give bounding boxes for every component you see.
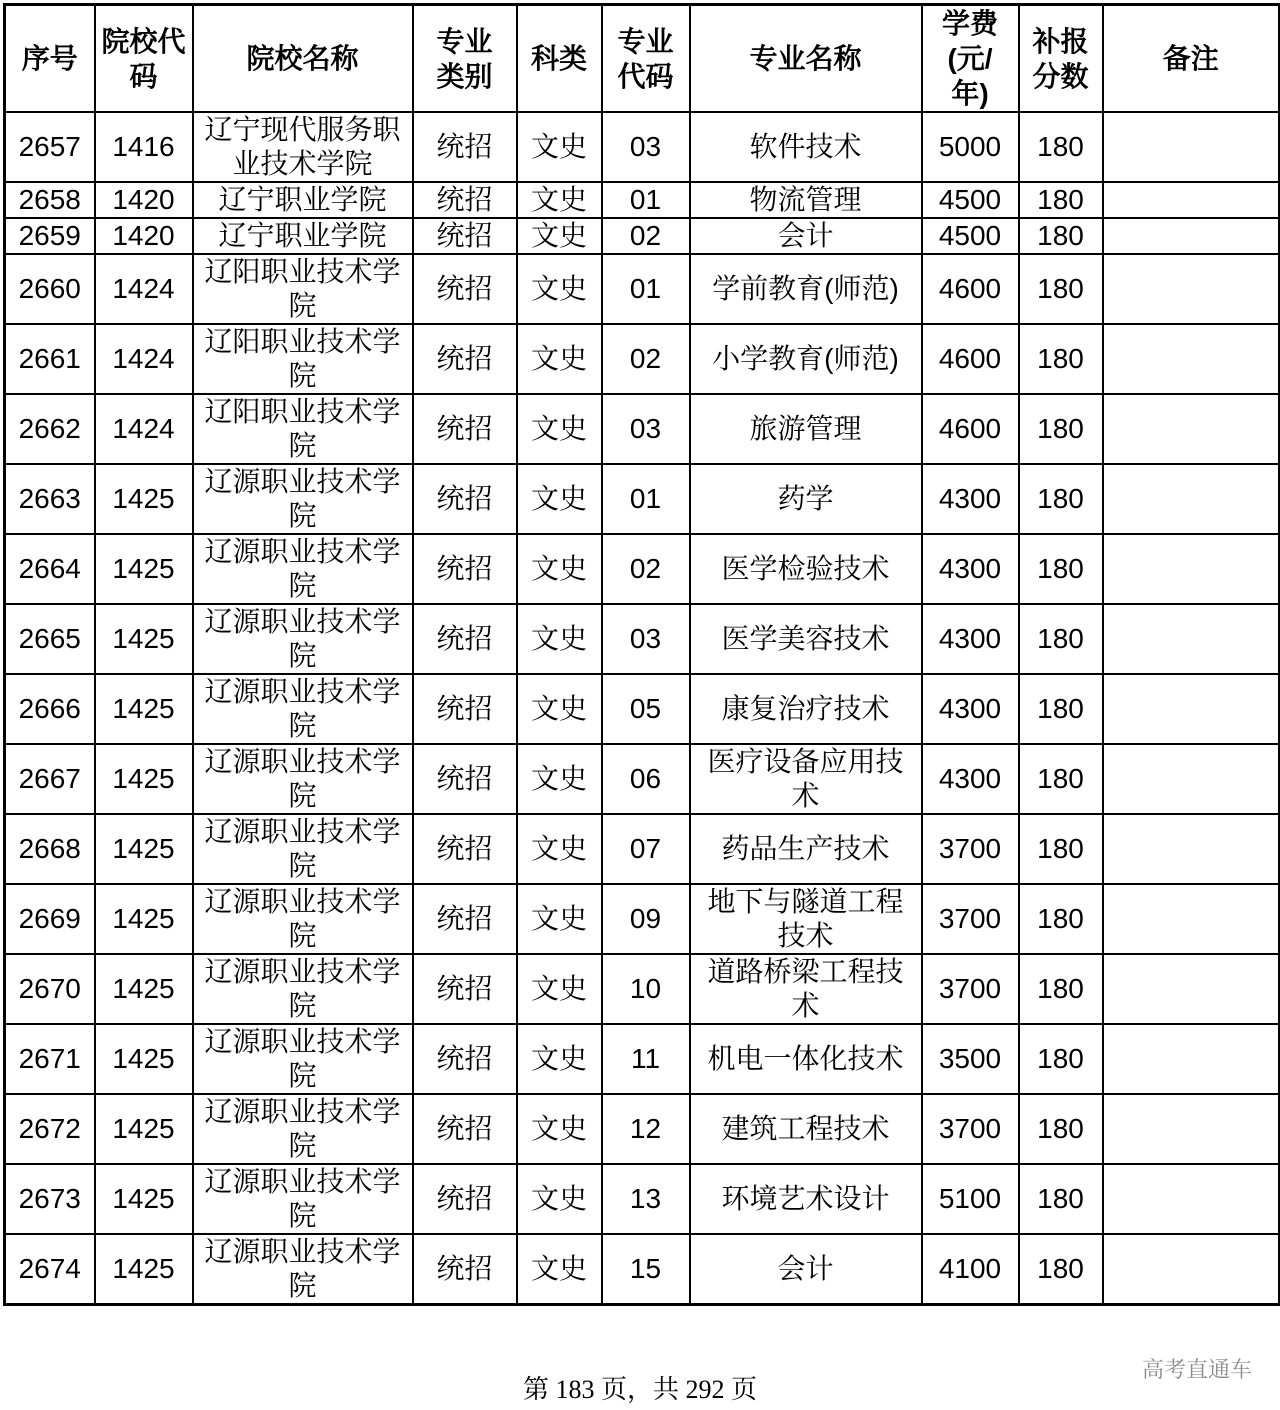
table-row — [5, 744, 1280, 814]
cell-major-code: 15 — [602, 1234, 690, 1305]
cell-seq: 2660 — [5, 254, 95, 324]
cell-seq: 2664 — [5, 534, 95, 604]
cell-major-name: 医疗设备应用技术 — [690, 744, 922, 814]
cell-school-code: 1425 — [95, 464, 193, 534]
cell-subject: 文史 — [517, 112, 602, 182]
header-note: 备注 — [1103, 5, 1280, 113]
cell-major-code: 02 — [602, 218, 690, 254]
cell-major-code: 10 — [602, 954, 690, 1024]
cell-major-name: 软件技术 — [690, 112, 922, 182]
cell-school-code: 1425 — [95, 884, 193, 954]
header-major-code-label: 专业代码 — [617, 25, 674, 92]
cell-school-code: 1416 — [95, 112, 193, 182]
cell-school-name: 辽阳职业技术学院 — [193, 324, 413, 394]
cell-major-code: 01 — [602, 464, 690, 534]
cell-seq: 2663 — [5, 464, 95, 534]
cell-major-type: 统招 — [413, 182, 517, 218]
cell-subject: 文史 — [517, 1094, 602, 1164]
cell-tuition: 3700 — [922, 1094, 1019, 1164]
cell-major-name: 医学美容技术 — [690, 604, 922, 674]
cell-major-type: 统招 — [413, 1164, 517, 1234]
cell-subject: 文史 — [517, 394, 602, 464]
cell-major-name: 药品生产技术 — [690, 814, 922, 884]
cell-subject: 文史 — [517, 604, 602, 674]
table-row — [5, 1024, 1280, 1094]
cell-score: 180 — [1019, 324, 1103, 394]
cell-school-name: 辽源职业技术学院 — [193, 744, 413, 814]
cell-school-name: 辽宁职业学院 — [193, 182, 413, 218]
table-row — [5, 182, 1280, 218]
cell-note — [1103, 254, 1280, 324]
cell-major-code: 01 — [602, 254, 690, 324]
cell-school-name: 辽源职业技术学院 — [193, 464, 413, 534]
cell-school-name: 辽源职业技术学院 — [193, 674, 413, 744]
cell-school-code: 1424 — [95, 324, 193, 394]
cell-major-name: 康复治疗技术 — [690, 674, 922, 744]
cell-tuition: 4500 — [922, 182, 1019, 218]
header-tuition-label: 学费(元/年) — [941, 8, 998, 109]
cell-school-code: 1425 — [95, 1164, 193, 1234]
table-row — [5, 604, 1280, 674]
cell-seq: 2671 — [5, 1024, 95, 1094]
cell-school-code: 1424 — [95, 394, 193, 464]
cell-school-name: 辽源职业技术学院 — [193, 604, 413, 674]
cell-school-name: 辽阳职业技术学院 — [193, 254, 413, 324]
table-row — [5, 814, 1280, 884]
cell-major-type: 统招 — [413, 218, 517, 254]
admission-table — [3, 3, 1280, 1306]
cell-tuition: 4300 — [922, 464, 1019, 534]
cell-seq: 2661 — [5, 324, 95, 394]
cell-score: 180 — [1019, 884, 1103, 954]
header-score-label: 补报分数 — [1032, 25, 1089, 92]
cell-seq: 2666 — [5, 674, 95, 744]
cell-major-type: 统招 — [413, 254, 517, 324]
cell-school-name: 辽宁现代服务职业技术学院 — [193, 112, 413, 182]
cell-major-name: 物流管理 — [690, 182, 922, 218]
cell-tuition: 3700 — [922, 954, 1019, 1024]
cell-major-type: 统招 — [413, 744, 517, 814]
cell-major-code: 03 — [602, 604, 690, 674]
cell-note — [1103, 954, 1280, 1024]
cell-score: 180 — [1019, 182, 1103, 218]
cell-school-code: 1425 — [95, 954, 193, 1024]
cell-score: 180 — [1019, 394, 1103, 464]
table-row — [5, 324, 1280, 394]
cell-school-code: 1425 — [95, 604, 193, 674]
header-score — [1019, 5, 1103, 113]
cell-subject: 文史 — [517, 1234, 602, 1305]
cell-tuition: 4300 — [922, 604, 1019, 674]
cell-score: 180 — [1019, 604, 1103, 674]
cell-major-name: 环境艺术设计 — [690, 1164, 922, 1234]
cell-major-name: 旅游管理 — [690, 394, 922, 464]
cell-tuition: 3700 — [922, 884, 1019, 954]
cell-school-code: 1425 — [95, 674, 193, 744]
cell-school-name: 辽源职业技术学院 — [193, 954, 413, 1024]
cell-subject: 文史 — [517, 182, 602, 218]
cell-note — [1103, 1024, 1280, 1094]
cell-major-code: 02 — [602, 324, 690, 394]
cell-note — [1103, 1234, 1280, 1305]
cell-subject: 文史 — [517, 218, 602, 254]
cell-major-name: 会计 — [690, 218, 922, 254]
cell-school-name: 辽源职业技术学院 — [193, 1094, 413, 1164]
cell-seq: 2669 — [5, 884, 95, 954]
cell-tuition: 4300 — [922, 744, 1019, 814]
cell-score: 180 — [1019, 254, 1103, 324]
table-row — [5, 534, 1280, 604]
table-row — [5, 254, 1280, 324]
cell-subject: 文史 — [517, 814, 602, 884]
cell-major-name: 学前教育(师范) — [690, 254, 922, 324]
cell-major-code: 06 — [602, 744, 690, 814]
cell-tuition: 4100 — [922, 1234, 1019, 1305]
table-row — [5, 394, 1280, 464]
cell-note — [1103, 394, 1280, 464]
cell-major-type: 统招 — [413, 464, 517, 534]
cell-major-code: 09 — [602, 884, 690, 954]
cell-score: 180 — [1019, 1094, 1103, 1164]
cell-tuition: 4600 — [922, 394, 1019, 464]
cell-tuition: 4300 — [922, 674, 1019, 744]
cell-seq: 2665 — [5, 604, 95, 674]
cell-subject: 文史 — [517, 534, 602, 604]
header-subject: 科类 — [517, 5, 602, 113]
table-row — [5, 112, 1280, 182]
cell-score: 180 — [1019, 814, 1103, 884]
cell-major-code: 11 — [602, 1024, 690, 1094]
cell-seq: 2674 — [5, 1234, 95, 1305]
cell-school-name: 辽源职业技术学院 — [193, 1024, 413, 1094]
cell-note — [1103, 324, 1280, 394]
cell-score: 180 — [1019, 534, 1103, 604]
cell-school-name: 辽源职业技术学院 — [193, 884, 413, 954]
cell-major-code: 05 — [602, 674, 690, 744]
table-row — [5, 1164, 1280, 1234]
cell-tuition: 3700 — [922, 814, 1019, 884]
cell-score: 180 — [1019, 954, 1103, 1024]
cell-tuition: 3500 — [922, 1024, 1019, 1094]
cell-seq: 2659 — [5, 218, 95, 254]
cell-school-code: 1425 — [95, 534, 193, 604]
cell-subject: 文史 — [517, 464, 602, 534]
cell-note — [1103, 464, 1280, 534]
cell-seq: 2668 — [5, 814, 95, 884]
cell-major-code: 07 — [602, 814, 690, 884]
cell-tuition: 5000 — [922, 112, 1019, 182]
cell-school-code: 1420 — [95, 218, 193, 254]
table-row — [5, 674, 1280, 744]
cell-major-name: 地下与隧道工程技术 — [690, 884, 922, 954]
cell-note — [1103, 674, 1280, 744]
cell-seq: 2662 — [5, 394, 95, 464]
header-major-name: 专业名称 — [690, 5, 922, 113]
cell-school-name: 辽源职业技术学院 — [193, 814, 413, 884]
cell-subject: 文史 — [517, 744, 602, 814]
cell-score: 180 — [1019, 1234, 1103, 1305]
header-major-type-label: 专业类别 — [436, 25, 493, 92]
cell-tuition: 4300 — [922, 534, 1019, 604]
cell-school-code: 1424 — [95, 254, 193, 324]
cell-major-code: 03 — [602, 112, 690, 182]
cell-major-type: 统招 — [413, 324, 517, 394]
cell-score: 180 — [1019, 1164, 1103, 1234]
cell-subject: 文史 — [517, 254, 602, 324]
cell-major-type: 统招 — [413, 1234, 517, 1305]
header-major-code — [602, 5, 690, 113]
cell-subject: 文史 — [517, 674, 602, 744]
cell-major-name: 道路桥梁工程技术 — [690, 954, 922, 1024]
cell-tuition: 4500 — [922, 218, 1019, 254]
cell-major-code: 03 — [602, 394, 690, 464]
cell-major-type: 统招 — [413, 674, 517, 744]
table-row — [5, 1234, 1280, 1305]
watermark: 高考直通车 — [1142, 1357, 1253, 1382]
header-row — [5, 5, 1280, 113]
cell-seq: 2673 — [5, 1164, 95, 1234]
header-seq: 序号 — [5, 5, 95, 113]
cell-major-type: 统招 — [413, 814, 517, 884]
cell-seq: 2667 — [5, 744, 95, 814]
cell-score: 180 — [1019, 744, 1103, 814]
cell-school-name: 辽源职业技术学院 — [193, 534, 413, 604]
cell-subject: 文史 — [517, 324, 602, 394]
cell-major-type: 统招 — [413, 394, 517, 464]
cell-major-type: 统招 — [413, 884, 517, 954]
header-major-type — [413, 5, 517, 113]
cell-note — [1103, 1094, 1280, 1164]
cell-school-name: 辽宁职业学院 — [193, 218, 413, 254]
cell-school-name: 辽阳职业技术学院 — [193, 394, 413, 464]
cell-score: 180 — [1019, 464, 1103, 534]
cell-school-name: 辽源职业技术学院 — [193, 1164, 413, 1234]
cell-major-type: 统招 — [413, 534, 517, 604]
cell-school-code: 1425 — [95, 1094, 193, 1164]
cell-note — [1103, 534, 1280, 604]
page-number: 第 183 页，共 292 页 — [522, 1375, 757, 1404]
cell-major-code: 13 — [602, 1164, 690, 1234]
cell-note — [1103, 1164, 1280, 1234]
cell-note — [1103, 218, 1280, 254]
cell-major-code: 12 — [602, 1094, 690, 1164]
cell-score: 180 — [1019, 674, 1103, 744]
cell-seq: 2657 — [5, 112, 95, 182]
header-school-name: 院校名称 — [193, 5, 413, 113]
cell-seq: 2672 — [5, 1094, 95, 1164]
cell-major-name: 建筑工程技术 — [690, 1094, 922, 1164]
cell-major-name: 会计 — [690, 1234, 922, 1305]
cell-major-type: 统招 — [413, 1024, 517, 1094]
cell-note — [1103, 814, 1280, 884]
cell-note — [1103, 744, 1280, 814]
cell-major-name: 小学教育(师范) — [690, 324, 922, 394]
table-row — [5, 884, 1280, 954]
cell-school-code: 1425 — [95, 1024, 193, 1094]
cell-seq: 2670 — [5, 954, 95, 1024]
header-school-code: 院校代码 — [95, 5, 193, 113]
cell-major-code: 02 — [602, 534, 690, 604]
cell-note — [1103, 884, 1280, 954]
cell-subject: 文史 — [517, 1164, 602, 1234]
cell-major-type: 统招 — [413, 954, 517, 1024]
cell-school-code: 1425 — [95, 744, 193, 814]
cell-note — [1103, 604, 1280, 674]
table-row — [5, 954, 1280, 1024]
header-tuition — [922, 5, 1019, 113]
cell-note — [1103, 112, 1280, 182]
cell-school-name: 辽源职业技术学院 — [193, 1234, 413, 1305]
cell-major-code: 01 — [602, 182, 690, 218]
cell-school-code: 1425 — [95, 1234, 193, 1305]
cell-note — [1103, 182, 1280, 218]
cell-tuition: 5100 — [922, 1164, 1019, 1234]
cell-score: 180 — [1019, 1024, 1103, 1094]
cell-tuition: 4600 — [922, 324, 1019, 394]
cell-major-type: 统招 — [413, 604, 517, 674]
cell-subject: 文史 — [517, 884, 602, 954]
cell-subject: 文史 — [517, 954, 602, 1024]
cell-school-code: 1420 — [95, 182, 193, 218]
table-row — [5, 464, 1280, 534]
cell-score: 180 — [1019, 218, 1103, 254]
table-row — [5, 1094, 1280, 1164]
cell-major-name: 机电一体化技术 — [690, 1024, 922, 1094]
cell-subject: 文史 — [517, 1024, 602, 1094]
cell-score: 180 — [1019, 112, 1103, 182]
cell-school-code: 1425 — [95, 814, 193, 884]
cell-major-name: 医学检验技术 — [690, 534, 922, 604]
cell-major-name: 药学 — [690, 464, 922, 534]
cell-tuition: 4600 — [922, 254, 1019, 324]
cell-major-type: 统招 — [413, 112, 517, 182]
cell-seq: 2658 — [5, 182, 95, 218]
cell-major-type: 统招 — [413, 1094, 517, 1164]
table-row — [5, 218, 1280, 254]
